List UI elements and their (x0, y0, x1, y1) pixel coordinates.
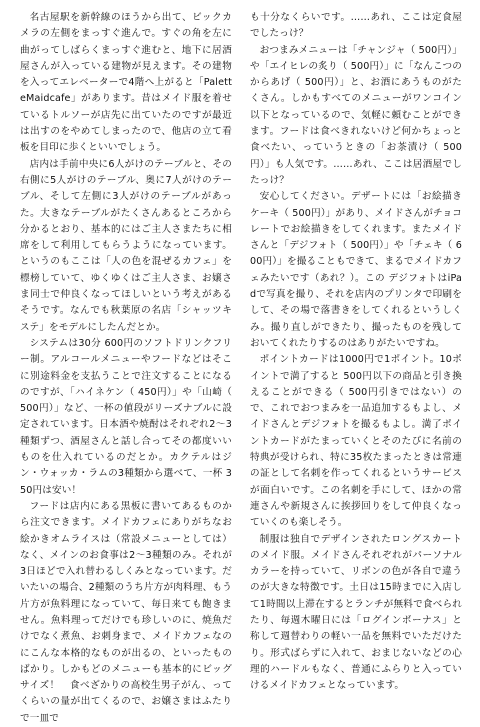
paragraph: 安心してください。デザートには「お絵描きケーキ（ 500円）」があり、メイドさんがチョコレートでお絵描きをしてくれます。またメイドさんと「デジフォト（ 500円）」や「チェキ（ 600円）」を撮ることもできて、まるでメイドカフェみたいです（あれ？）。この デジフォトはiPadで写真を撮り、それを店内のプリンタで印刷をして、その場で落書きをしてくれるというしくみ。撮り直しができたり、撮ったものを残しておいてくれたりするのはありがたいですね。 (250, 191, 462, 349)
paragraph: 名古屋駅を新幹線のほうから出て、ビックカメラの左側をまっすぐ進んで。すぐの角を左に曲がってしばらくまっすぐ進むと、地下に居酒屋さんが入っている建物が見えます。その建物を入ってエレベーターで4階へ上がると「PaletteMaidcafe」があります。昔はメイド服を着せているトルソーが店先に出ていたのですが最近は出すのをやめてしまったので、他店の立て看板を目印に歩くといいでしょう。 (20, 12, 232, 154)
paragraph: も十分なくらいです。……あれ、ここは定食屋でしたっけ？ (250, 12, 462, 40)
paragraph: システムは30分 600円のソフトドリンクフリー制。アルコールメニューやフードなどはそこに別途料金を支払うことで注文することになるのですが、「ハイネケン（ 450円）」や「山崎（ 500円）」など、一杯の値段がリーズナブルに設定されています。日本酒や焼酎はそれぞれ2～3種類ずつ、酒屋さんと話し合ってその都度いいものを仕入れているのだとか。カクテルはジン・ウォッカ・ラムの3種類から選べて、一杯 350円は安い！ (20, 337, 232, 496)
paragraph: 店内は手前中央に6人がけのテーブルと、その右側に5人がけのテーブル、奥に7人がけのテーブル、そして左側に3人がけのテーブルがあった。大きなテーブルがたくさんあるところから分かるとおり、基本的にはご主人さまたちに相席をして利用してもらうようになっています。というのもここは「人の色を混ぜるカフェ」を標榜していて、ゆくゆくはご主人さま、お嬢さま同士で仲良くなってほしいという考えがあるそうです。なんでも秋葉原の名店「シャッツキステ」をモデルにしたんだとか。 (20, 158, 232, 333)
paragraph: フードは店内にある黒板に書いてあるものから注文できます。メイドカフェにありがちなお絵かきオムライスは（常設メニューとしては）なく、メインのお食事は2～3種類のみ。それが3日ほどで入れ替わるしくみとなっています。だいたいの場合、2種類のうち片方が肉料理、もう片方が魚料理になっていて、毎日来ても飽きません。魚料理ってだけでも珍しいのに、焼魚だけでなく煮魚、お刺身まで、メイドカフェなのにこんな本格的なものが出るの、といったものばかり。しかもどのメニューも基本的にビッグサイズ！ 食べざかりの高校生男子がん、ってくらいの量が出てくるので、お嬢さまはふたりで一皿で (20, 500, 232, 724)
paragraph: 制服は独自でデザインされたロングスカートのメイド服。メイドさんそれぞれがパーソナルカラーを持っていて、リボンの色が各自で違うのが大きな特徴です。土日は15時までに入店して1時間以上滞在するとランチが無料で食べられたり、毎週木曜日には「ログインボーナス」と称して週替わりの軽い一品を無料でいただけたり。形式ばらずに入れて、おまじないなどの心理的ハードルもなく、普通にふらりと入っていけるメイドカフェとなっています。 (250, 533, 462, 692)
paragraph: おつまみメニューは「チャンジャ（ 500円）」や「エイヒレの炙り（ 500円）」に「なんこつのからあげ（ 500円）」と、お酒にあうものがたくさん。しかもすべてのメニューがワンコイン以下となっているので、気軽に頼むことができます。フードは食べきれないけど何かちょっと食べたい、っていうときの「お茶漬け（ 500円）」も人気です。……あれ、ここは居酒屋でしたっけ？ (250, 44, 462, 186)
left-column (20, 10, 232, 727)
right-column (250, 10, 462, 694)
paragraph: ポイントカードは1000円で1ポイント。10ポイントで満了すると 500円以下の商品と引き換えることができる（ 500円引きではない）ので、これでおつまみを一品追加するもよし、メイドさんとデジフォトを撮るもよし。満了ポイントカードがたまっていくとそのたびに名前の特典が受けられ、特に35枚たまったときは常連の証として名刺を作ってくれるというサービスが面白いです。この名刺を手にして、ほかの常連さんや新規さんに挨拶回りをして仲良くなっていくのも楽しそう。 (250, 354, 462, 529)
